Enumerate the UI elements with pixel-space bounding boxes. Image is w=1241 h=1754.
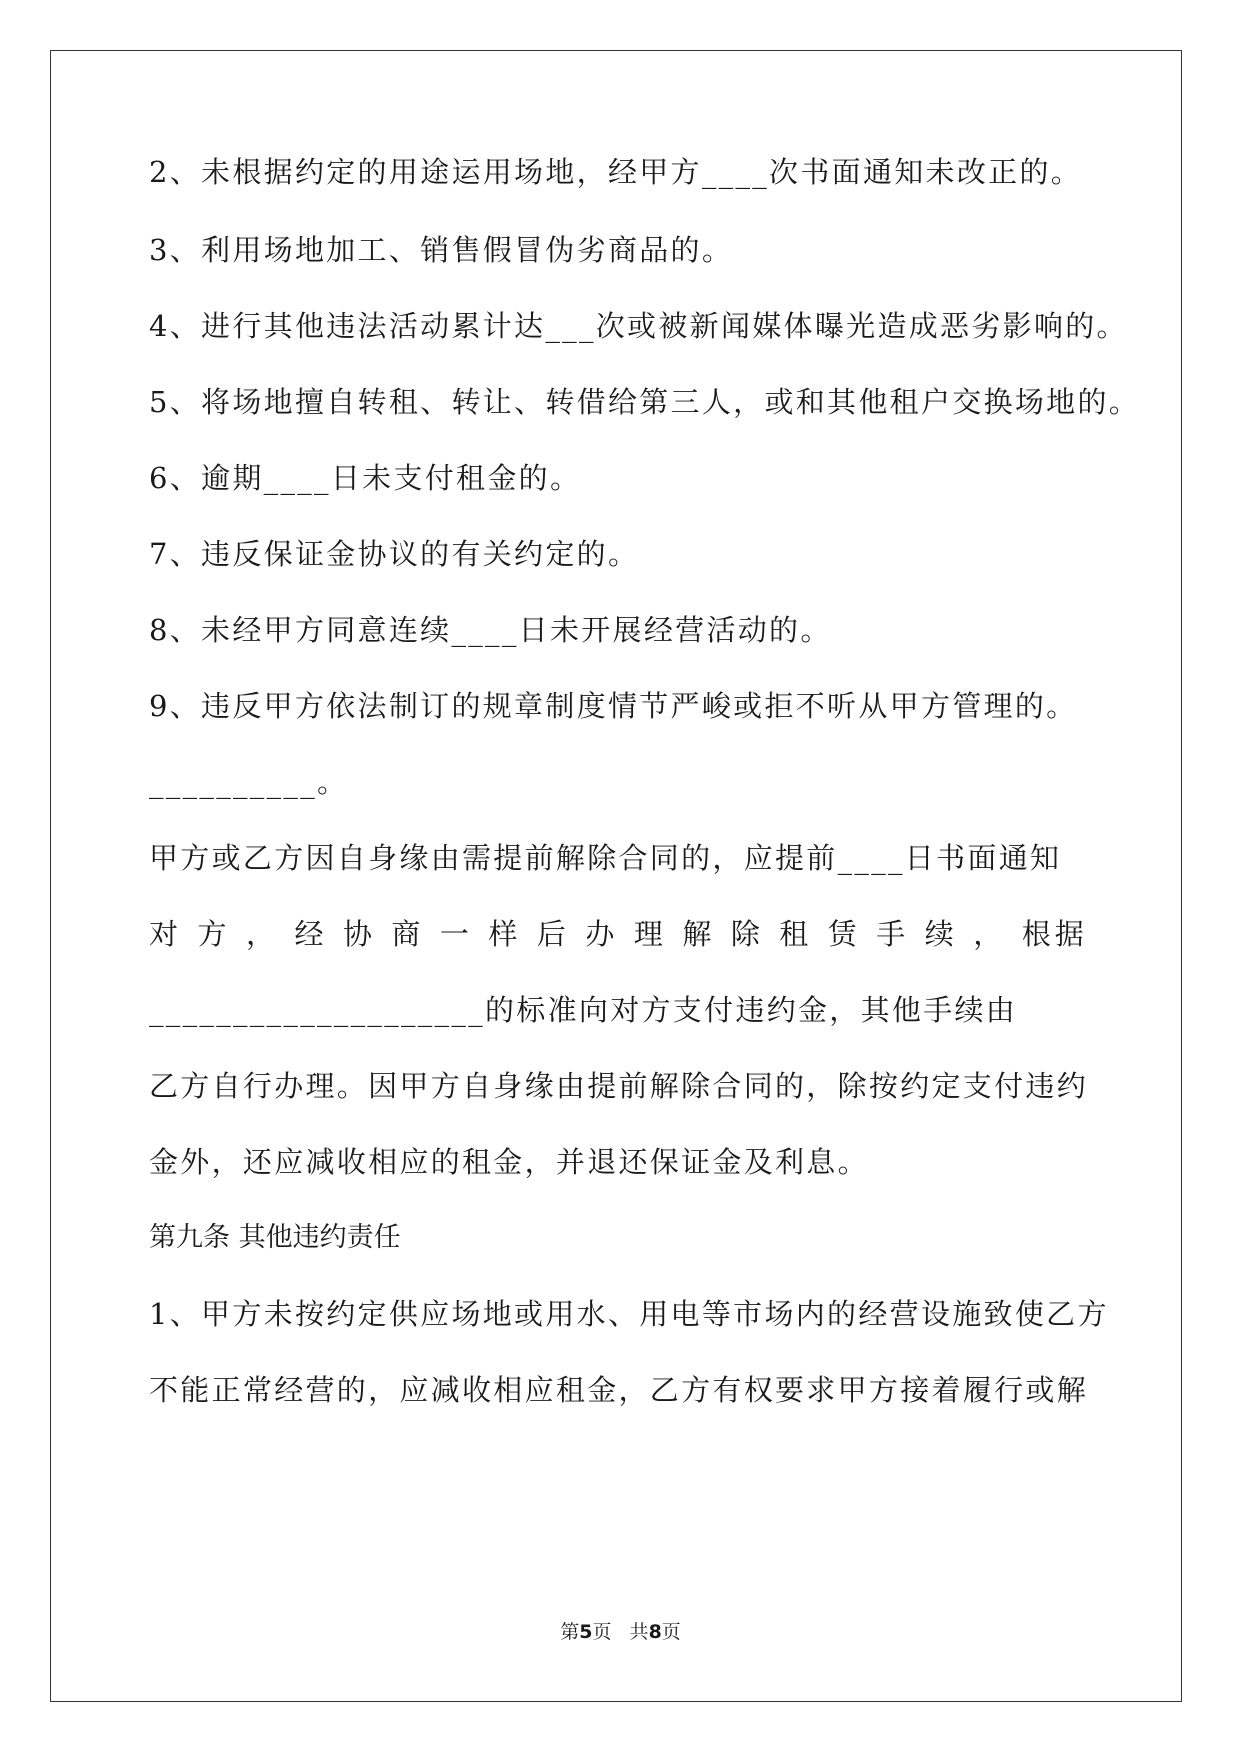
clause-line-9: 9、违反甲方依法制订的规章制度情节严峻或拒不听从甲方管理的。 xyxy=(149,689,1078,723)
justified-char: 赁 xyxy=(827,917,857,951)
blank-line: __________。 xyxy=(149,765,349,799)
justified-char: 办 xyxy=(585,917,615,951)
justified-char: 一 xyxy=(439,917,469,951)
paragraph-line-justified xyxy=(149,912,1084,956)
justified-char: 手 xyxy=(876,917,906,951)
justified-char: ， xyxy=(245,917,275,951)
clause-line-3: 3、利用场地加工、销售假冒伪劣商品的。 xyxy=(149,233,734,267)
justified-char: 解 xyxy=(682,917,712,951)
justified-char: ， xyxy=(973,917,1003,951)
justified-char: 根 xyxy=(1021,917,1051,951)
clause-line-5: 5、将场地擅自转租、转让、转借给第三人，或和其他租户交换场地的。 xyxy=(149,385,1141,419)
clause9-line-1: 1、甲方未按约定供应场地或用水、用电等市场内的经营设施致使乙方 xyxy=(149,1297,1109,1331)
justified-char: 续 xyxy=(924,917,954,951)
page-footer xyxy=(0,1617,1241,1644)
justified-char: 样 xyxy=(488,917,518,951)
paragraph-line-3: ____________________的标准向对方支付违约金，其他手续由 xyxy=(149,993,1018,1027)
paragraph-line-5: 金外，还应减收相应的租金，并退还保证金及利息。 xyxy=(149,1145,869,1179)
justified-char: 对 xyxy=(149,917,179,951)
justified-char: 据 xyxy=(1054,917,1084,951)
footer-page-number: 5 xyxy=(579,1621,593,1643)
paragraph-line-4: 乙方自行办理。因甲方自身缘由提前解除合同的，除按约定支付违约 xyxy=(149,1069,1089,1103)
footer-prefix: 第 xyxy=(560,1621,580,1643)
justified-char: 协 xyxy=(342,917,372,951)
justified-char: 经 xyxy=(294,917,324,951)
clause-line-8: 8、未经甲方同意连续____日未开展经营活动的。 xyxy=(149,613,832,647)
justified-char: 后 xyxy=(536,917,566,951)
justified-char: 方 xyxy=(197,917,227,951)
paragraph-line-1: 甲方或乙方因自身缘由需提前解除合同的，应提前____日书面通知 xyxy=(149,841,1062,875)
footer-suffix: 页 xyxy=(661,1621,681,1643)
justified-char: 理 xyxy=(633,917,663,951)
justified-char: 除 xyxy=(730,917,760,951)
clause9-line-2: 不能正常经营的，应减收相应租金，乙方有权要求甲方接着履行或解 xyxy=(149,1373,1089,1407)
clause-line-7: 7、违反保证金协议的有关约定的。 xyxy=(149,537,640,571)
clause-line-4: 4、进行其他违法活动累计达___次或被新闻媒体曝光造成恶劣影响的。 xyxy=(149,309,1128,343)
section-heading: 第九条 其他违约责任 xyxy=(149,1222,401,1253)
clause-line-2: 2、未根据约定的用途运用场地，经甲方____次书面通知未改正的。 xyxy=(149,155,1083,189)
footer-total-pages: 8 xyxy=(648,1621,662,1643)
justified-char: 商 xyxy=(391,917,421,951)
justified-char: 租 xyxy=(779,917,809,951)
footer-middle: 页 共 xyxy=(592,1621,649,1643)
justified-char xyxy=(1022,912,1084,956)
clause-line-6: 6、逾期____日未支付租金的。 xyxy=(149,461,582,495)
